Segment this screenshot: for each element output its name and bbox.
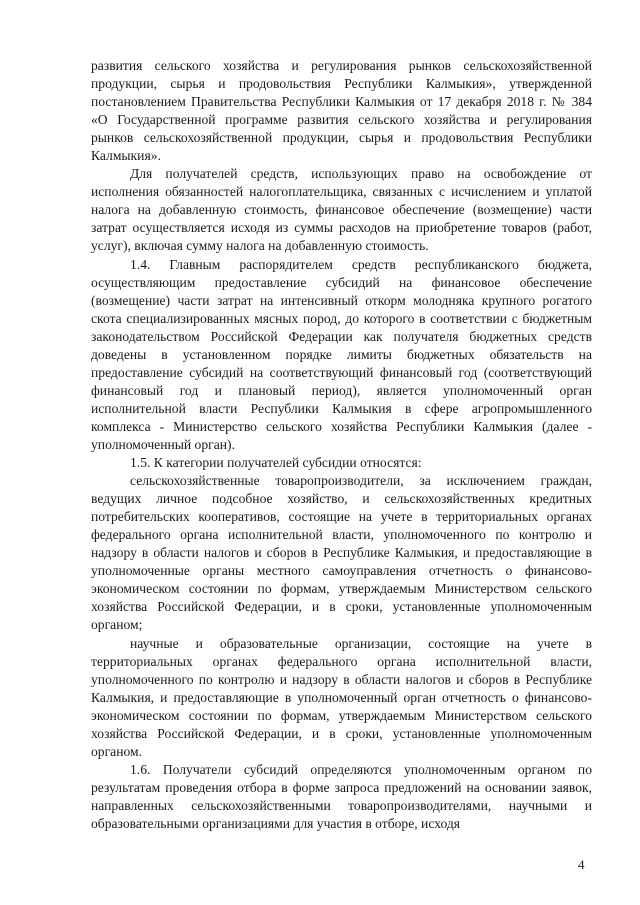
paragraph-1-5-recipient-categories: 1.5. К категории получателей субсидии относятся:: [130, 455, 422, 471]
paragraph-agricultural-producers: сельскохозяйственные товаропроизводители, за исключением граждан, ведущих личное подсобное хозяйство, и сельскохозяйственных кредитных потребительских кооперативов, состоящие на учете в территориальных органах федерального органа исполнительной власти, уполномоченного по контролю и надзору в области налогов и сборов в Республике Калмыкия, и предоставляющие в уполномоченные органы местного самоуправления отчетность о финансово-экономическом состоянии по формам, утверждаемым Министерством сельского хозяйства Российской Федерации, и в сроки, установленные уполномоченным органом;: [91, 473, 592, 633]
page-number: 4: [578, 857, 585, 872]
paragraph-1-6-selection: 1.6. Получатели субсидий определяются уполномоченным органом по результатам проведения отбора в форме запроса предложений на основании заявок, направленных сельскохозяйственными товаропроизводителями, научными и образовательными организациями для участия в отборе, исходя: [91, 761, 592, 831]
paragraph-program-reference: развития сельского хозяйства и регулирования рынков сельскохозяйственной продукции, сырья и продовольствия Республики Калмыкия», утвержденной постановлением Правительства Республики Калмыкия от 17 декабря 2018 г. № 384 «О Государственной программе развития сельского хозяйства и регулирования рынков сельскохозяйственной продукции, сырья и продовольствия Республики Калмыкия».: [91, 58, 592, 164]
document-body: [91, 57, 592, 833]
paragraph-1-4-chief-administrator: 1.4. Главным распорядителем средств республиканского бюджета, осуществляющим предоставление субсидий на финансовое обеспечение (возмещение) части затрат на интенсивный откорм молодняка крупного рогатого скота специализированных мясных пород, до которого в соответствии с бюджетным законодательством Российской Федерации как получателя бюджетных средств доведены в установленном порядке лимиты бюджетных обязательств на предоставление субсидий на соответствующий финансовый год (соответствующий финансовый год и плановый период), является уполномоченный орган исполнительной власти Республики Калмыкия в сфере агропромышленного комплекса - Министерство сельского хозяйства Республики Калмыкия (далее - уполномоченный орган).: [91, 256, 592, 452]
paragraph-vat-exemption: Для получателей средств, использующих право на освобождение от исполнения обязанностей налогоплательщика, связанных с исчислением и уплатой налога на добавленную стоимость, финансовое обеспечение (возмещение) части затрат осуществляется исходя из суммы расходов на приобретение товаров (работ, услуг), включая сумму налога на добавленную стоимость.: [91, 166, 592, 254]
paragraph-scientific-organizations: научные и образовательные организации, состоящие на учете в территориальных органах федерального органа исполнительной власти, уполномоченного по контролю и надзору в области налогов и сборов в Республике Калмыкия, и предоставляющие в уполномоченный орган отчетность о финансово-экономическом состоянии по формам, утверждаемым Министерством сельского хозяйства Российской Федерации, и в сроки, установленные уполномоченным органом.: [91, 635, 592, 759]
